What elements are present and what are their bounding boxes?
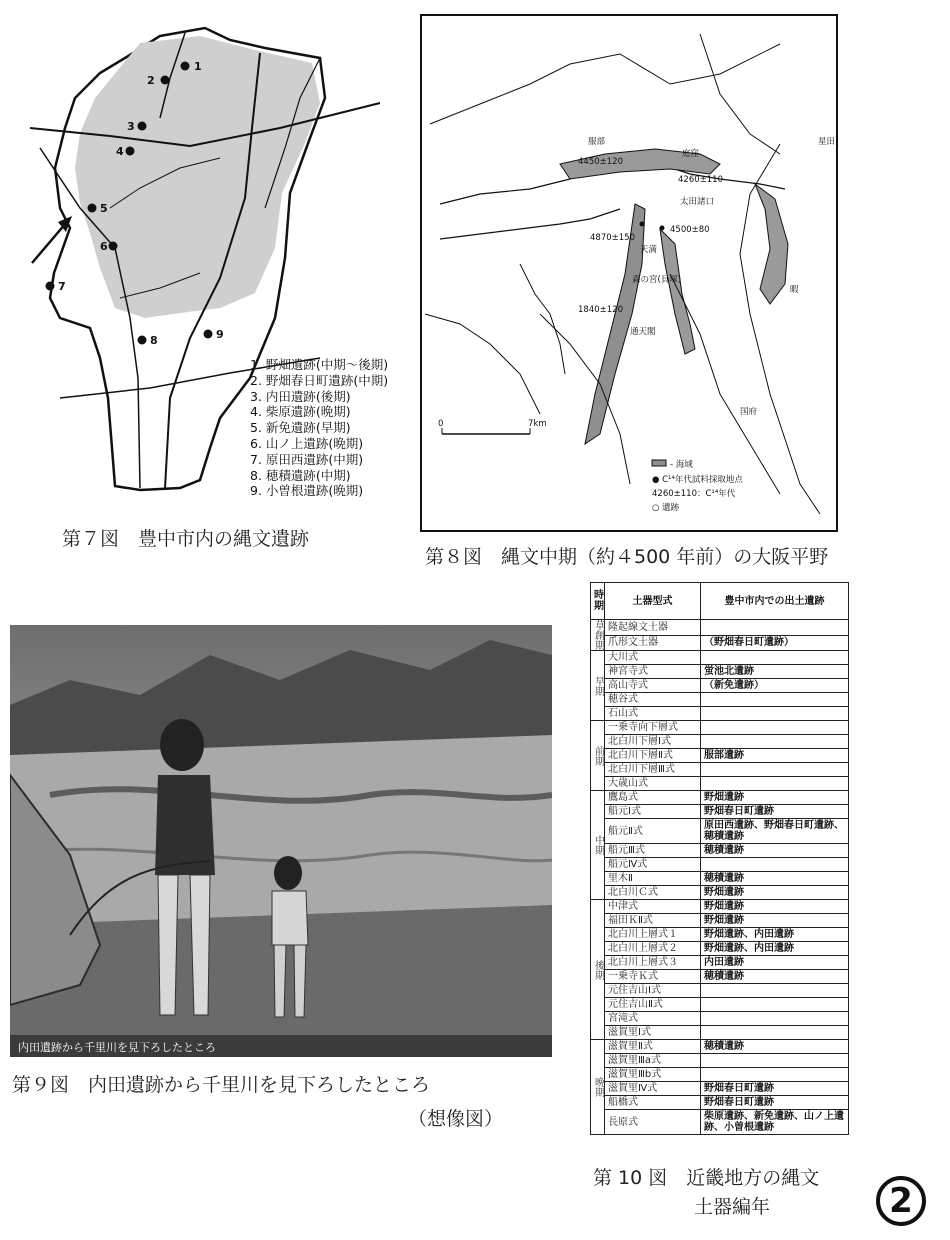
pottery-type-cell: 鷹島式 [605, 791, 701, 805]
period-cell: 前期 [591, 721, 605, 791]
site-5-dot [88, 204, 97, 213]
site-cell: 穂積遺跡 [701, 970, 849, 984]
site-cell [701, 1068, 849, 1082]
site-2-num: 2 [147, 74, 155, 87]
pottery-type-cell: 元住吉山Ⅱ式 [605, 998, 701, 1012]
table-header-row [591, 583, 849, 620]
site-cell [701, 693, 849, 707]
site-cell: 柴原遺跡、新免遺跡、山ノ上遺跡、小曽根遺跡 [701, 1110, 849, 1135]
place-label: 森の宮(貝塚) [632, 275, 682, 285]
site-cell [701, 777, 849, 791]
site-cell [701, 707, 849, 721]
site-9-num: 9 [216, 328, 224, 341]
table-row [591, 942, 849, 956]
table-row [591, 791, 849, 805]
legend-item: 9. 小曽根遺跡(晩期) [250, 483, 364, 499]
place-label: 暇 [790, 285, 799, 295]
site-cell: 穂積遺跡 [701, 872, 849, 886]
table-row [591, 1110, 849, 1135]
site-cell: 蛍池北遺跡 [701, 665, 849, 679]
pottery-type-cell: 北白川Ｃ式 [605, 886, 701, 900]
table-row [591, 735, 849, 749]
table-row [591, 721, 849, 735]
table-row [591, 620, 849, 636]
pottery-type-cell: 長原式 [605, 1110, 701, 1135]
pottery-type-cell: 北白川下層Ⅲ式 [605, 763, 701, 777]
pottery-type-cell: 高山寺式 [605, 679, 701, 693]
site-cell [701, 998, 849, 1012]
child-body [272, 891, 308, 945]
table-row [591, 1012, 849, 1026]
child-head [274, 856, 302, 890]
site-cell: 内田遺跡 [701, 956, 849, 970]
fig8-legend-item: ○ 遺跡 [652, 503, 680, 513]
legend-item: 5. 新免遺跡(早期) [250, 420, 351, 436]
pottery-type-cell: 宮滝式 [605, 1012, 701, 1026]
table-row [591, 635, 849, 651]
pottery-type-cell: 大歳山式 [605, 777, 701, 791]
table-row [591, 665, 849, 679]
site-8-dot [138, 336, 147, 345]
place-label: 服部 [588, 137, 606, 147]
pottery-type-cell: 北白川上層式１ [605, 928, 701, 942]
site-cell: （新免遺跡） [701, 679, 849, 693]
site-cell: 野畑春日町遺跡 [701, 805, 849, 819]
site-2-dot [161, 76, 170, 85]
adult-head [160, 719, 204, 771]
table-row [591, 1082, 849, 1096]
site-6-num: 6 [100, 240, 108, 253]
pottery-type-cell: 滋賀里Ⅱ式 [605, 1040, 701, 1054]
period-cell: 早期 [591, 651, 605, 721]
site-7-dot [46, 282, 55, 291]
pottery-type-cell: 里木Ⅱ [605, 872, 701, 886]
table-row [591, 928, 849, 942]
place-label: 太田諸口 [680, 197, 715, 207]
site-8-num: 8 [150, 334, 158, 347]
pottery-type-cell: 一乗寺向下層式 [605, 721, 701, 735]
table-row [591, 777, 849, 791]
fig9-illustration [10, 625, 552, 1057]
legend-item: 6. 山ノ上遺跡(晩期) [250, 435, 364, 451]
site-cell: 野畑遺跡 [701, 791, 849, 805]
site-cell: 野畑遺跡 [701, 886, 849, 900]
site-6-dot [109, 242, 118, 251]
fig8-legend-item: 4260±110：C¹⁴年代 [652, 489, 736, 499]
pottery-type-cell: 一乗寺Ｋ式 [605, 970, 701, 984]
site-cell [701, 651, 849, 665]
site-cell: 穂積遺跡 [701, 1040, 849, 1054]
period-cell: 後期 [591, 900, 605, 1040]
scale-zero: 0 [438, 419, 444, 429]
pottery-type-cell: 北白川上層式３ [605, 956, 701, 970]
table-row [591, 679, 849, 693]
pottery-type-cell: 船元Ⅳ式 [605, 858, 701, 872]
table-row [591, 900, 849, 914]
site-cell [701, 763, 849, 777]
table-row [591, 1068, 849, 1082]
fig10-caption-line2: 土器編年 [694, 1196, 771, 1218]
pottery-type-cell: 穂谷式 [605, 693, 701, 707]
date-label: 4260±110 [678, 175, 723, 185]
pottery-type-cell: 船元Ⅲ式 [605, 844, 701, 858]
site-cell: 服部遺跡 [701, 749, 849, 763]
period-cell: 草創期 [592, 620, 604, 650]
fig8-caption: 第８図 縄文中期（約４500 年前）の大阪平野 [425, 546, 829, 568]
table-row [591, 763, 849, 777]
pottery-type-cell: 北白川下層Ⅰ式 [605, 735, 701, 749]
site-3-num: 3 [127, 120, 135, 133]
place-label: 天満 [640, 245, 658, 255]
site-cell: 野畑遺跡、内田遺跡 [701, 942, 849, 956]
site-cell: 穂積遺跡 [701, 844, 849, 858]
site-cell [701, 1012, 849, 1026]
site-cell: 野畑遺跡 [701, 900, 849, 914]
table-row [591, 707, 849, 721]
pottery-type-cell: 滋賀里Ⅲb式 [605, 1068, 701, 1082]
site-5-num: 5 [100, 202, 108, 215]
sea-legend-swatch [652, 460, 666, 466]
pottery-type-cell: 滋賀里Ⅳ式 [605, 1082, 701, 1096]
table-body [591, 620, 849, 1135]
fig9-caption-line2: （想像図） [408, 1108, 504, 1130]
site-cell: （野畑春日町遺跡） [701, 635, 849, 651]
table-row [591, 749, 849, 763]
scale-distance: 7km [528, 419, 547, 429]
fig8-legend-item: - 海域 [670, 460, 693, 470]
pottery-type-cell: 北白川上層式２ [605, 942, 701, 956]
table-row [591, 651, 849, 665]
table-row [591, 956, 849, 970]
pottery-type-cell: 船元Ⅱ式 [605, 819, 701, 844]
site-9-dot [204, 330, 213, 339]
table-row [591, 805, 849, 819]
site-cell: 野畑春日町遺跡 [701, 1096, 849, 1110]
table-row [591, 693, 849, 707]
legend-item: 1. 野畑遺跡(中期～後期) [250, 357, 389, 372]
sample-point [660, 226, 665, 231]
table-row [591, 1040, 849, 1054]
place-label: 国府 [740, 407, 758, 417]
site-cell [701, 858, 849, 872]
pottery-type-cell: 大川式 [605, 651, 701, 665]
site-1-num: 1 [194, 60, 202, 73]
site-cell: 原田西遺跡、野畑春日町遺跡、穂積遺跡 [701, 819, 849, 844]
pottery-type-cell: 福田ＫⅡ式 [605, 914, 701, 928]
fig10-caption-line1: 第 10 図 近畿地方の縄文 [593, 1167, 820, 1189]
table-row [591, 858, 849, 872]
pottery-type-cell: 中津式 [605, 900, 701, 914]
table-row [591, 1026, 849, 1040]
date-label: 4450±120 [578, 157, 623, 167]
fig9-caption-line1: 第９図 内田遺跡から千里川を見下ろしたところ [12, 1074, 431, 1096]
table-row [591, 984, 849, 998]
legend-item: 8. 穂積遺跡(中期) [250, 467, 351, 483]
pottery-type-cell: 元住吉山Ⅰ式 [605, 984, 701, 998]
image-caption: 内田遺跡から千里川を見下ろしたところ [18, 1041, 216, 1054]
date-label: 4500±80 [670, 225, 710, 235]
site-cell: 野畑遺跡、内田遺跡 [701, 928, 849, 942]
place-label: 星田 [818, 137, 836, 147]
site-cell [701, 721, 849, 735]
header-type: 土器型式 [605, 583, 701, 620]
table-row [591, 844, 849, 858]
legend-item: 3. 内田遺跡(後期) [250, 388, 351, 404]
fig7-caption: 第７図 豊中市内の縄文遺跡 [62, 528, 310, 550]
site-7-num: 7 [58, 280, 66, 293]
site-4-num: 4 [116, 145, 124, 158]
fig8-legend-item: ● C¹⁴年代試料採取地点 [652, 475, 743, 485]
site-1-dot [181, 62, 190, 71]
date-label: 1840±120 [578, 305, 623, 315]
table-row [591, 1096, 849, 1110]
site-cell [701, 1026, 849, 1040]
period-cell: 晩期 [591, 1040, 605, 1135]
site-cell [701, 984, 849, 998]
sample-point [640, 222, 645, 227]
table-row [591, 819, 849, 844]
site-cell [701, 735, 849, 749]
fig8-map [420, 14, 840, 534]
pottery-type-cell: 滋賀里Ⅲa式 [605, 1054, 701, 1068]
pottery-type-cell: 神宮寺式 [605, 665, 701, 679]
table-row [591, 914, 849, 928]
period-cell: 中期 [591, 791, 605, 900]
adult-body [155, 775, 215, 875]
pottery-type-cell: 隆起線文土器 [605, 620, 701, 636]
table-row [591, 970, 849, 984]
site-4-dot [126, 147, 135, 156]
site-3-dot [138, 122, 147, 131]
table-row [591, 872, 849, 886]
table-row [591, 998, 849, 1012]
pottery-type-cell: 爪形文土器 [605, 635, 701, 651]
legend-item: 4. 柴原遺跡(晩期) [250, 404, 351, 420]
pottery-type-cell: 石山式 [605, 707, 701, 721]
site-cell: 野畑春日町遺跡 [701, 1082, 849, 1096]
table-row [591, 886, 849, 900]
site-cell [701, 1054, 849, 1068]
fig7-legend [250, 357, 388, 499]
place-label: 庭窪 [682, 149, 700, 159]
place-label: 通天閣 [630, 327, 656, 337]
pottery-type-cell: 滋賀里Ⅰ式 [605, 1026, 701, 1040]
pottery-chronology-table [590, 582, 849, 1135]
header-period: 時期 [591, 583, 605, 620]
site-cell [701, 620, 849, 636]
pottery-type-cell: 北白川下層Ⅱ式 [605, 749, 701, 763]
site-cell: 野畑遺跡 [701, 914, 849, 928]
pottery-type-cell: 船橋式 [605, 1096, 701, 1110]
pottery-type-cell: 船元Ⅰ式 [605, 805, 701, 819]
table-row [591, 1054, 849, 1068]
legend-item: 7. 原田西遺跡(中期) [250, 451, 364, 467]
page-number: 2 [876, 1176, 926, 1226]
legend-item: 2. 野畑春日町遺跡(中期) [250, 372, 389, 388]
header-sites: 豊中市内での出土遺跡 [701, 583, 849, 620]
date-label: 4870±150 [590, 233, 635, 243]
